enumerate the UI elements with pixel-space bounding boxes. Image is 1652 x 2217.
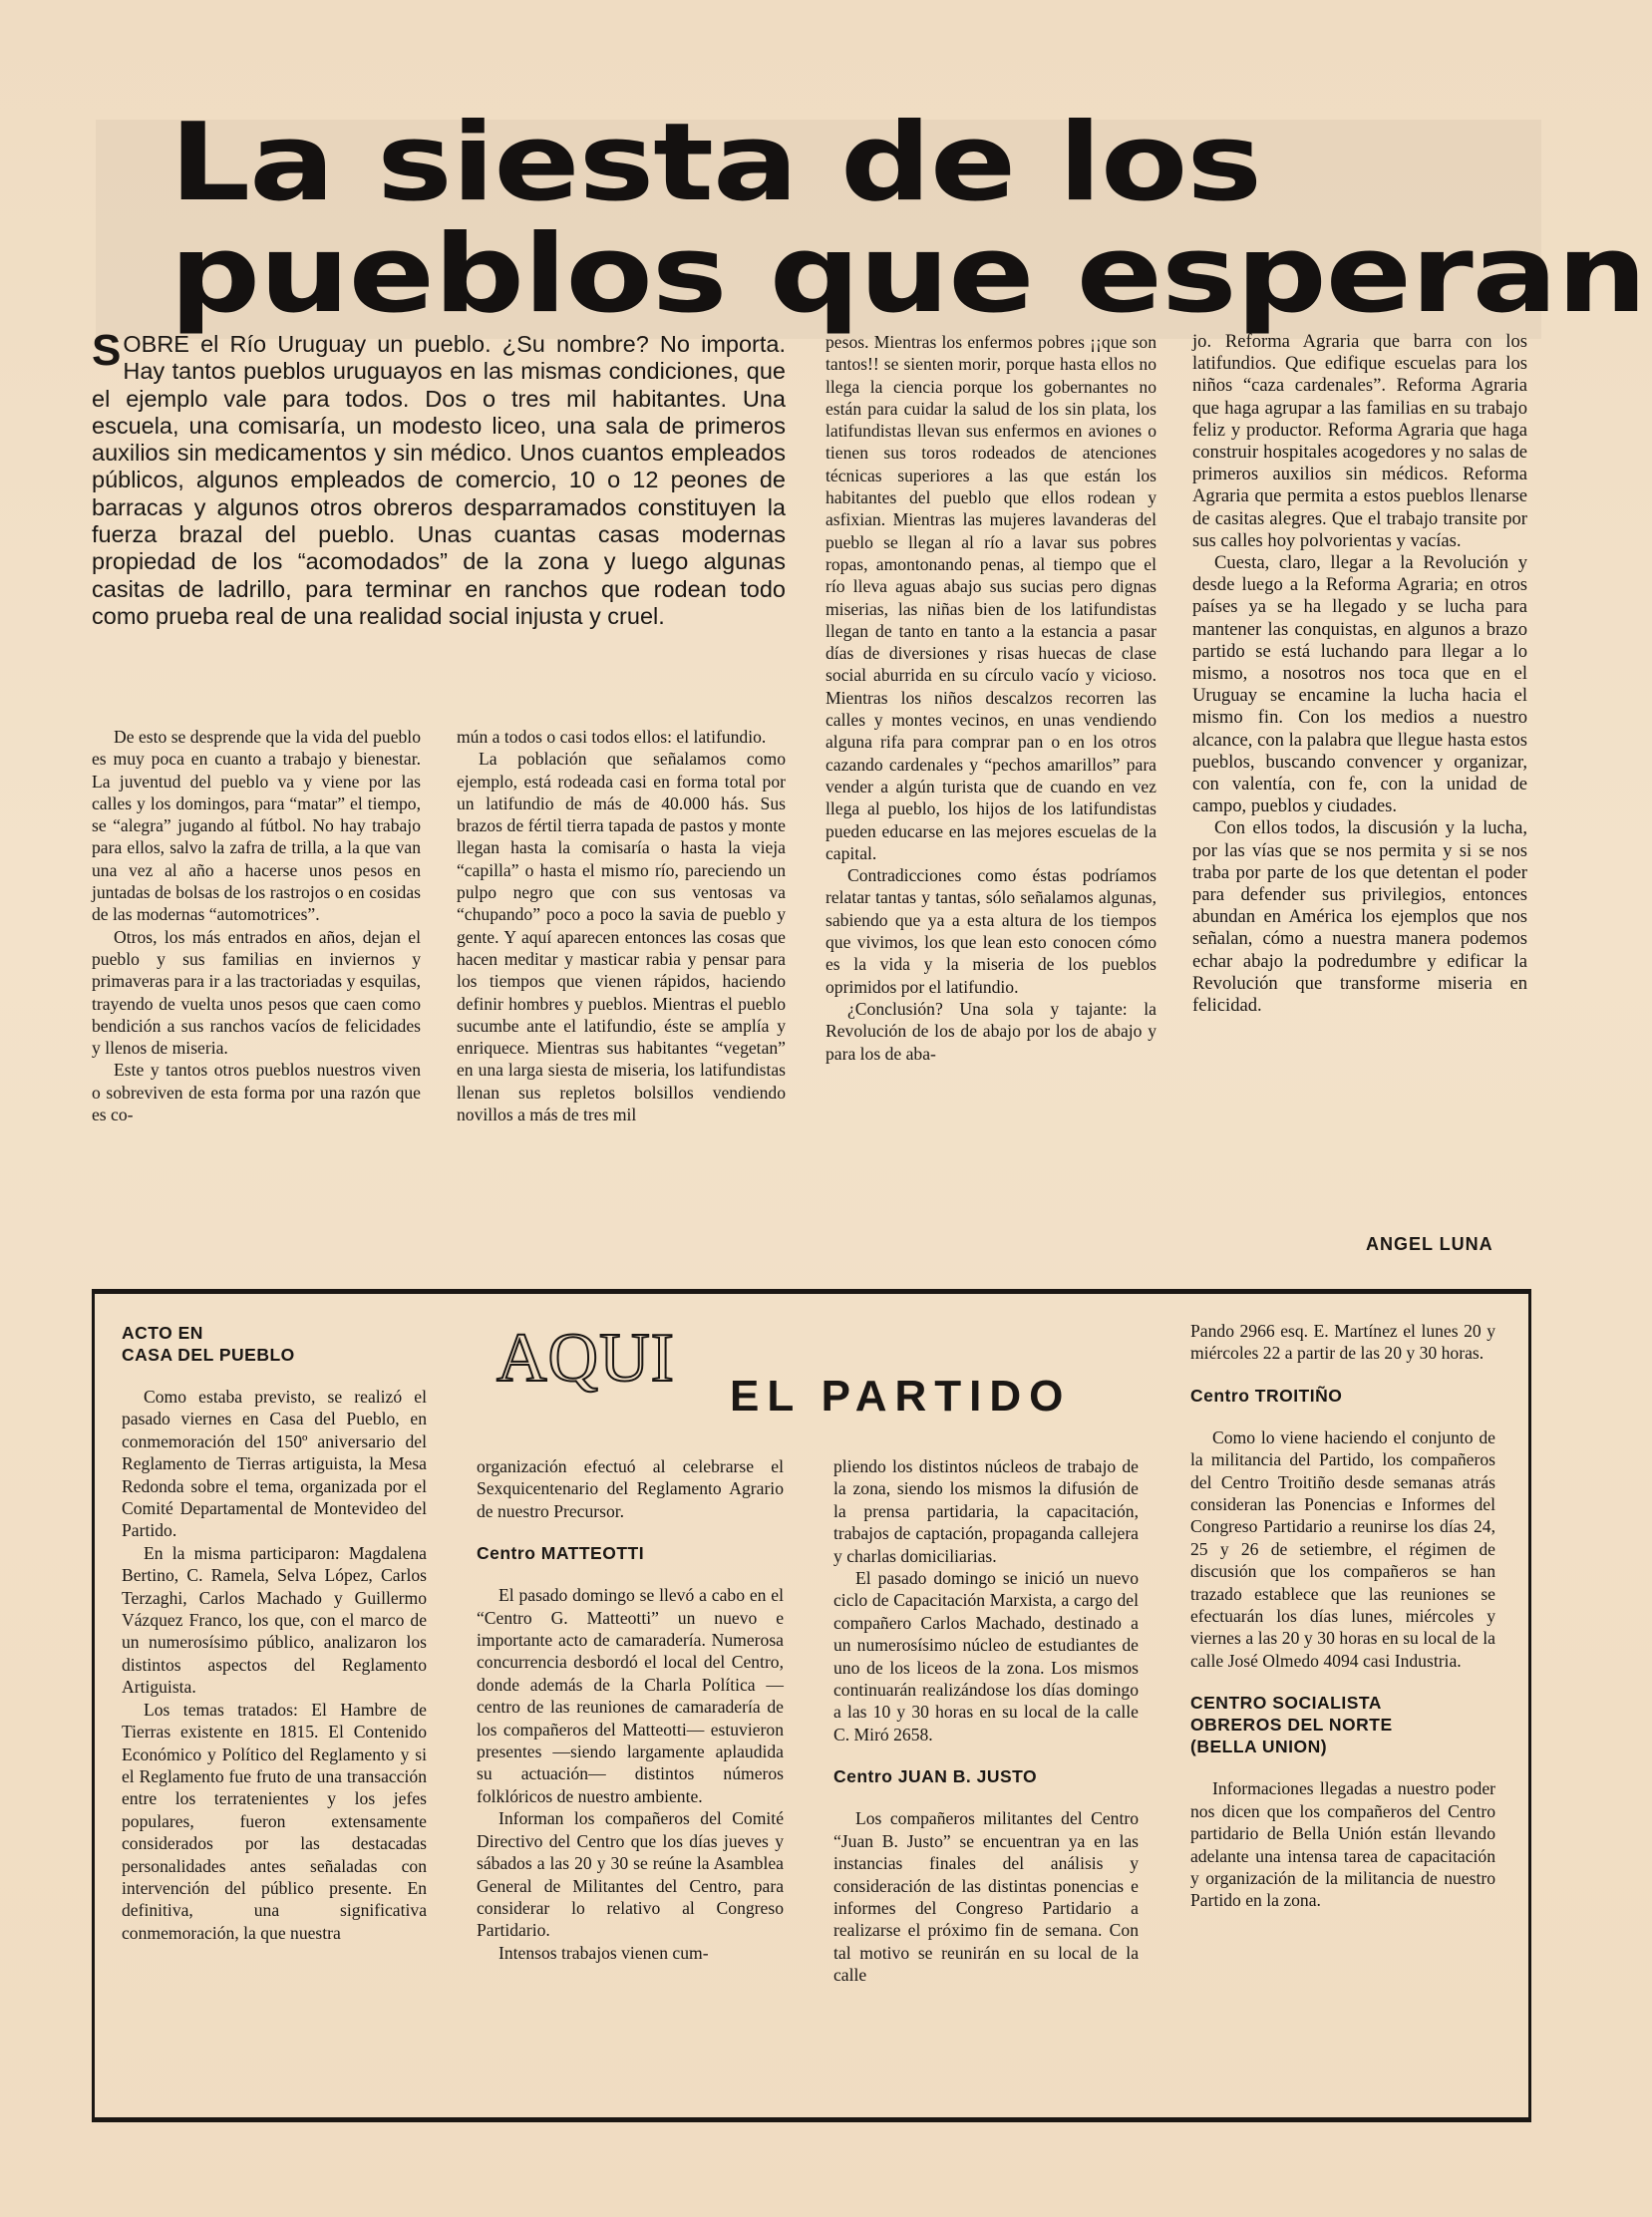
box-paragraph: En la misma participaron: Magdalena Bertino, C. Ramela, Selva López, Carlos Terzaghi, Carlos Machado y Guillermo Vázquez Franco, los que, con el marco de un numerosísimo público, analizaron los distintos aspectos del Reglamento Artiguista. [122,1542,427,1698]
section-title-el-partido: EL PARTIDO [730,1372,1072,1421]
box-paragraph: Los temas tratados: El Hambre de Tierras existente en 1815. El Contenido Económico y Político del Reglamento y si el Reglamento fue fruto de una transacción entre los terratenientes y los jefes populares, fueron extensamente considerados por las destacadas personalidades antes señaladas con intervención del público presente. En definitiva, una significativa conmemoración, la que nuestra [122,1699,427,1943]
article-paragraph: Otros, los más entrados en años, dejan el pueblo y sus familias en inviernos y primaveras para ir a las tractoriadas y esquilas, trayendo de vuelta unos pesos que caen como bendición a sus ranchos vacíos de felicidades y llenos de miseria. [92,926,421,1059]
article-paragraph: ¿Conclusión? Una sola y tajante: la Revolución de los de abajo por los de abajo y para los de aba- [826,998,1156,1064]
troitino-heading: Centro TROITIÑO [1190,1385,1343,1406]
box-paragraph: pliendo los distintos núcleos de trabajo de la zona, siendo los mismos la difusión de la prensa partidaria, la capacitación, trabajos de captación, propaganda callejera y charlas domiciliarias. [833,1456,1139,1566]
article-paragraph: La población que señalamos como ejemplo, está rodeada casi en forma total por un latifundio de más de 40.000 hás. Sus brazos de fértil tierra tapada de pastos y monte llegan hasta la comisaría o hasta la vieja “capilla” o hasta el mismo río, pareciendo un pulpo negro que con sus ventosas va “chupando” poco a poco la savia de pueblo y gente. Y aquí aparecen entonces las cosas que hacen meditar y masticar rabia y pensar para los tiempos que vienen rápidos, haciendo definir hombres y pueblos. Mientras el pueblo sucumbe ante el latifundio, éste se amplía y enriquece. Mientras sus habitantes “vegetan” en una larga siesta de miseria, los latifundistas llenan sus repletos bolsillos vendiendo novillos a más de tres mil [457,749,786,1125]
box-paragraph: Informaciones llegadas a nuestro poder nos dicen que los compañeros del Centro partidario de Bella Unión están llevando adelante una intensa tarea de capacitación y organización de la militancia de nuestro Partido en la zona. [1190,1778,1495,1911]
lead-paragraph [92,326,786,630]
box-paragraph: Como estaba previsto, se realizó el pasado viernes en Casa del Pueblo, en conmemoración del 150º aniversario del Reglamento de Tierras artiguista, la Mesa Redonda sobre el tema, organizada por el Comité Departamental de Montevideo del Partido. [122,1387,427,1541]
box-column-2 [477,1455,784,1964]
box-column-4 [1190,1320,1495,1912]
juan-b-justo-heading: Centro JUAN B. JUSTO [833,1766,1038,1787]
box-column-1 [122,1322,427,1944]
matteotti-heading: Centro MATTEOTTI [477,1543,645,1564]
article-paragraph: De esto se desprende que la vida del pueblo es muy poca en cuanto a trabajo y bienestar. La juventud del pueblo va y viene por las calles y los domingos, para “matar” el tiempo, se “alegra” jugando al fútbol. No hay trabajo para ellos, salvo la zafra de trilla, a la que van una vez al año a hacerse unos pesos en juntadas de bolsas de los rastrojos o en cosidas de las modernas “automotrices”. [92,727,421,925]
lead-text: OBRE el Río Uruguay un pueblo. ¿Su nombre? No importa. Hay tantos pueblos uruguayos en las mismas condiciones, que el ejemplo vale para todos. Dos o tres mil habitantes. Una escuela, una comisaría, un modesto liceo, una sala de primeros auxilios sin medicamentos y sin médico. Unos cuantos empleados públicos, algunos empleados de comercio, 10 o 12 peones de barracas y algunos otros obreros desparramados constituyen la fuerza brazal del pueblo. Unas cuantas casas modernas propiedad de los “acomodados” de la zona y luego algunas casitas de ladrillo, para terminar en ranchos que rodean todo como prueba real de una realidad social injusta y cruel. [92,331,786,629]
article-column-3 [826,331,1156,1065]
box-column-3 [833,1455,1139,1987]
author-byline: ANGEL LUNA [1366,1234,1493,1254]
article-column-1 [92,726,421,1125]
box-paragraph: Los compañeros militantes del Centro “Juan B. Justo” se encuentran ya en las instancias finales del análisis y consideración de las distintas ponencias e informes del Congreso Partidario a realizarse el próximo fin de semana. Con tal motivo se reunirán en su local de la calle [833,1808,1139,1986]
article-paragraph: Cuesta, claro, llegar a la Revolución y desde luego a la Reforma Agraria; en otros países ya se ha llegado y se lucha para mantener las conquistas, en algunos a brazo partido se está luchando para llegar a lo mismo, a nosotros nos toca que en el Uruguay se encamine la lucha hacia el mismo fin. Con los medios a nuestro alcance, con la palabra que llegue hasta estos pueblos, buscando convencer y organizar, con valentía, con fe, con la unidad de campo, pueblos y ciudades. [1192,552,1527,817]
box-paragraph: El pasado domingo se llevó a cabo en el “Centro G. Matteotti” un nuevo e importante acto de camaradería. Numerosa concurrencia desbordó el local del Centro, donde además de la Charla Política —centro de las reuniones de camaradería de los compañeros del Matteotti— estuvieron presentes —siendo largamente aplaudida su actuación— distintos números folklóricos de nuestro ambiente. [477,1585,784,1806]
article-paragraph: pesos. Mientras los enfermos pobres ¡¡que son tantos!! se sienten morir, porque hasta ellos no llega la ciencia porque los gobernantes no están para cuidar la salud de los sin plata, los latifundistas llevan sus enfermos en aviones o tienen sus toros rodeados de atenciones técnicas superiores a las que están los habitantes del pueblo que ellos rodean y asfixian. Mientras las mujeres lavanderas del pueblo se llegan al río a lavar sus pobres ropas, amontonando penas, al tiempo que el río lleva aguas abajo sus sucias pero dignas miserias, las niñas bien de los latifundistas llegan de tanto en tanto a la estancia a pasar días de diversiones y risas huecas de clase social aburrida en su círculo vacío y vicioso. Mientras los niños descalzos recorren las calles y montes vecinos, en unas vendiendo alguna rifa para comprar pan o en los otros cazando cardenales y “pechos amarillos” para vender a algún turista que de cuando en vez llega al pueblo, los hijos de los latifundistas pueden educarse en las mejores escuelas de la capital. [826,332,1156,863]
article-column-4 [1192,331,1527,1017]
article-paragraph: mún a todos o casi todos ellos: el latifundio. [457,727,767,747]
box-paragraph: Pando 2966 esq. E. Martínez el lunes 20 y miércoles 22 a partir de las 20 y 30 horas. [1190,1321,1495,1364]
bella-union-heading: CENTRO SOCIALISTA OBREROS DEL NORTE (BELLA UNION) [1190,1693,1393,1757]
section-title-aqui: AQUI [496,1320,675,1397]
article-paragraph: Este y tantos otros pueblos nuestros viven o sobreviven de esta forma por una razón que es co- [92,1060,421,1125]
box-paragraph: Informan los compañeros del Comité Directivo del Centro que los días jueves y sábados a las 20 y 30 se reúne la Asamblea General de Militantes del Centro, para considerar lo relativo al Congreso Partidario. [477,1808,784,1941]
drop-cap: S [92,326,122,375]
article-paragraph: jo. Reforma Agraria que barra con los latifundios. Que edifique escuelas para los niños “caza cardenales”. Reforma Agraria que haga agrupar a las familias en su trabajo feliz y productor. Reforma Agraria que haga construir hospitales acogedores y no salas de primeros auxilios sin médicos. Reforma Agraria que permita a estos pueblos llenarse de casitas alegres. Que el trabajo transite por sus calles hoy polvorientas y vacías. [1192,331,1527,551]
headline-line-2: pueblos que esperan [169,212,1646,337]
acto-heading: ACTO EN CASA DEL PUEBLO [122,1323,295,1365]
box-paragraph: El pasado domingo se inició un nuevo ciclo de Capacitación Marxista, a cargo del compañero Carlos Machado, destinado a un numerosísimo núcleo de estudiantes de uno de los liceos de la zona. Los mismos continuarán realizándose los días domingo a las 10 y 30 horas en su local de la calle C. Miró 2658. [833,1568,1139,1744]
box-paragraph: organización efectuó al celebrarse el Sexquicentenario del Reglamento Agrario de nuestro Precursor. [477,1456,784,1521]
article-column-2 [457,726,786,1125]
article-paragraph: Contradicciones como éstas podríamos relatar tantas y tantas, sólo señalamos algunas, sabiendo que ya a esta altura de los tiempos que vivimos, los que lean esto conocen cómo es la vida y la miseria de los pueblos oprimidos por el latifundio. [826,865,1156,997]
headline-line-1: La siesta de los [169,101,1261,225]
article-paragraph: Con ellos todos, la discusión y la lucha, por las vías que se nos permita y si se nos traba por parte de los que detentan el poder para defender sus privilegios, entonces abundan en América los ejemplos que nos señalan, cómo a nuestra manera podemos echar abajo la podredumbre y edificar la Revolución que transforme miseria en felicidad. [1192,817,1527,1017]
headline [169,101,1652,337]
box-paragraph: Intensos trabajos vienen cum- [498,1942,709,1963]
box-paragraph: Como lo viene haciendo el conjunto de la militancia del Partido, los compañeros del Centro Troitiño desde semanas atrás consideran las Ponencias e Informes del Congreso Partidario a reunirse los días 24, 25 y 26 de setiembre, el régimen de discusión que los compañeros se han trazado establece que las reuniones se efectuarán los días lunes, miércoles y viernes a las 20 y 30 horas en su local de la calle José Olmedo 4094 casi Industria. [1190,1426,1495,1671]
